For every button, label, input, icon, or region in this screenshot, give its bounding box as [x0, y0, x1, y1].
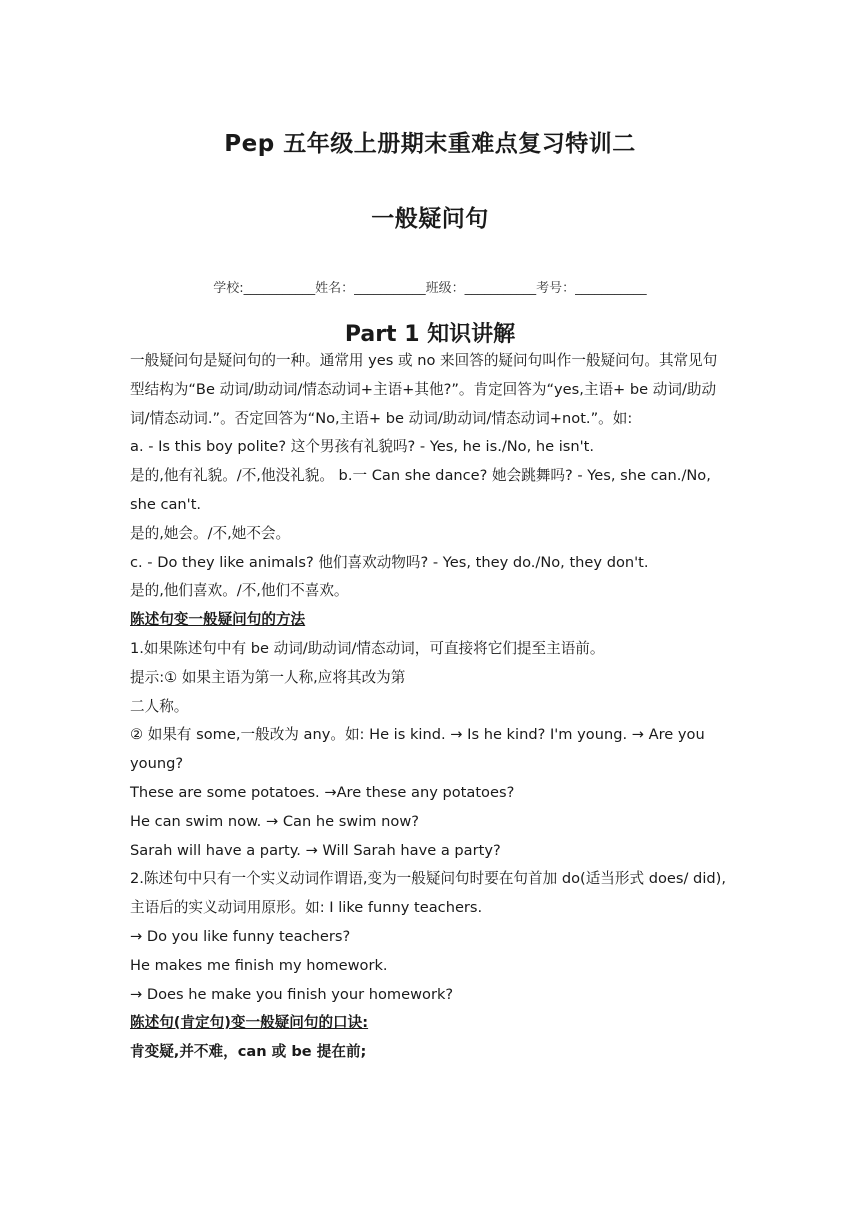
example-line-4: → Do you like funny teachers?	[130, 927, 351, 945]
example-line-2: He can swim now. → Can he swim now?	[130, 812, 420, 830]
student-info-line: 学校:___________姓名：___________班级：___________考号：___________	[213, 281, 647, 296]
rule-1: 1.如果陈述句中有 be 动词/助动词/情态动词，可直接将它们提至主语前。	[130, 639, 605, 657]
example-b-translation: 是的,她会。/不,她不会。	[130, 524, 291, 542]
example-line-6: → Does he make you finish your homework?	[130, 985, 454, 1003]
document-title: Pep 五年级上册期末重难点复习特训二	[224, 131, 636, 157]
example-c-translation: 是的,他们喜欢。/不,他们不喜欢。	[130, 582, 349, 600]
rule-2: 2.陈述句中只有一个实义动词作谓语,变为一般疑问句时要在句首加 do(适当形式 does/ did),主语后的实义动词用原形。如: I like funny teachers.	[130, 870, 726, 917]
part-heading: Part 1 知识讲解	[344, 322, 516, 347]
example-a: a. - Is this boy polite? 这个男孩有礼貌吗? - Yes, he is./No, he isn't.	[130, 438, 595, 456]
example-c: c. - Do they like animals? 他们喜欢动物吗? - Yes, they do./No, they don't.	[130, 553, 649, 571]
method-heading: 陈述句变一般疑问句的方法	[130, 611, 306, 629]
example-line-1: These are some potatoes. →Are these any potatoes?	[130, 783, 515, 801]
intro-paragraph: 一般疑问句是疑问句的一种。通常用 yes 或 no 来回答的疑问句叫作一般疑问句。其常见句型结构为“Be 动词/助动词/情态动词+主语+其他?”。肯定回答为“yes,主语+ be 动词/助动词/情态动词.”。否定回答为“No,主语+ be 动词/助动词/情态动词+not.”。如:	[130, 352, 718, 427]
example-line-3: Sarah will have a party. → Will Sarah have a party?	[130, 841, 501, 859]
rhyme-heading: 陈述句(肯定句)变一般疑问句的口诀:	[130, 1014, 369, 1032]
tip-1: 提示:① 如果主语为第一人称,应将其改为第	[130, 668, 406, 686]
content-body	[130, 347, 730, 1067]
rhyme-line-1: 肯变疑,并不难，can 或 be 提在前;	[130, 1043, 367, 1061]
example-a-translation-b: 是的,他有礼貌。/不,他没礼貌。 b.一 Can she dance? 她会跳舞吗? - Yes, she can./No, she can't.	[130, 467, 711, 513]
tip-2: ② 如果有 some,一般改为 any。如: He is kind. → Is he kind? I'm young. → Are you young?	[130, 726, 705, 773]
tip-1-continued: 二人称。	[130, 697, 189, 715]
example-line-5: He makes me finish my homework.	[130, 956, 388, 974]
document-subtitle: 一般疑问句	[371, 206, 489, 232]
